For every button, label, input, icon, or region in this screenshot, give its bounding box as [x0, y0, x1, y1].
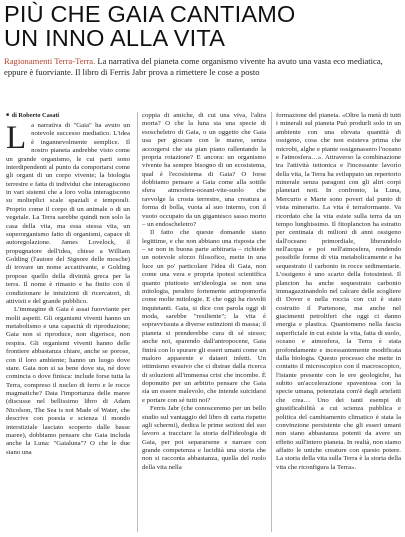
byline: [6, 112, 59, 119]
paragraph: L'immagine di Gaia è assai fuorviante per molti aspetti. Gli organismi viventi hanno un metabolismo e una capacità di riproduzione; Gaia non si riproduce, non digerisce, non respira. Gli organismi viventi hanno delle frontiere abbastanza chiare, anche se porose, con il loro ambiente; hanno un luogo dove stare. Gaia non si sa bene dove sta, né dove comincia o dove finisca: include forse tutta la Terra, compreso il nucleo di ferro e le rocce magmatiche? Data l'importanza delle maree (discusse nel bellissimo libro di Adam Nicolson, The Sea is not Made of Water, che descrive con poesia e scienza il mondo interstiziale lasciato scoperto dalle basse maree), dobbiamo pensare che Gaia includa anche la Luna: "Gaialuna"? O che le due siano una: [6, 306, 130, 456]
column-divider: [137, 112, 138, 532]
article-column-1: [6, 122, 130, 457]
headline: [4, 2, 404, 50]
byline-author: di Roberto Casati: [11, 112, 60, 119]
article-column-3: [276, 112, 401, 472]
column-divider: [271, 112, 272, 532]
paragraph: coppia di amiche, di cui una viva, l'altra morta? O che la luna sia una specie di esoscheletro di Gaia, o un oggetto che Gaia usa per giocare con le maree, senza accorgersi che sta pian piano rallentando la propria rotazione? E ancora: un organismo vivente ha sempre bisogno di un ecosistema, qual è l'ecosistema di Gaia? O forse dobbiamo pensare a Gaia come alla sottile sfera atmosfera-oceani-vite-suolo che ravvolge la crosta terrestre, una creatura a forma di bolla, vuota al suo interno, con il vuoto occupato da un gigantesco sasso morto – un endoscheletro?: [142, 112, 266, 228]
drop-cap: L: [6, 120, 27, 156]
article-column-2: [142, 112, 266, 472]
standfirst-text: La narrativa del pianeta come organismo vivente ha avuto una vasta eco mediatica, eppure è fuorviante. Il libro di Ferris Jabr prova a rimettere le cose a posto: [4, 56, 383, 77]
paragraph: Il fatto che queste domande siano legittime, e che non abbiano una risposta che – se non in buona parte arbitraria – richiede un notevole sforzo filosofico, mette in una luce un po' particolare l'idea di Gaia, non come una vera e propria ipotesi scientifica quanto piuttosto un'ideologia se non una mitologia, peraltro fortemente antropomorfa come molte mitologie. E che oggi ha risvolti inquietanti. Gaia, si dice con parola oggi di moda, sarebbe "resiliente"; la vita è sopravvissuta a diverse estinzioni di massa; il pianeta si prenderebbe cura di sé stesso; anche noi, sparendo dall'antropocene, Gaia finirà con lo spurare gli esseri umani come un maloro apparente e dataeri infetti. Un ottimismo evasivo che ci distrae dalla ricerca di soluzioni all'immensa crisi che incombe. È doponutto per un arbitrio pensare che Gaia sia un essere malevolo, che intende suicidarsi e portare con sé tutti noi?: [142, 229, 266, 404]
paragraph: formazione del pianeta. «Oltre la metà di tutti i minerali sul pianeta Può produrli solo in un ambiente con una elevata quantità di ossigeno, cosa che non esisteva prima che microbi, alghe e piante ossigenassero l'oceano e l'atmosfera…». Attraverso la combinazione tra l'attività tettonica e l'incessante lavorìo della vita, la Terra ha sviluppato un repertorio minerale senza paragoni con gli altri corpi planetari noti. In confronto, la Luna, Mercurio e Marte sono poveri dal punto di vista minerario. La vita è terraformante. Va ricordato che la vita esiste sulla terra da un tempo lunghissimo. Il fitoplancton ha estratto per centinaia di milioni di anni ossigeno dall'oceano primordiale, liberandolo nell'acqua e poi nell'atmosfera, rendendo possibile forme di vita metabolicamente e ha sequestrato il carbonio in rocce sedimentarie. L'ossigeno è uno scarto della fotosintesi. Il plancton ha anche sequestrato carbonio immagazzinandolo nel calcare delle scogliere di Dover e nella roccia con cui è stato costruito il Partenone, ma anche nel giacimenti petroliferi che oggi ci danno energia e plastica. Quantomeno nella fascia superficiale in cui esiste la vita, fatta di suolo, oceano e atmosfera, la Terra è stata profondamente e incessantemente modificata dalla biologia. Questo processo che mette in contatto il microscopico con il macroscopico, l'istante presente con le ere geologiche, ha subito un'accelerazione spaventosa con la specie umana, potenziata com'è dagli artefatti che crea… Uno dei tanti esempi di giustificabilità a cui scienza pubblica e politica del cambiamento climatico è stata la convinzione persistente che gli esseri umani non siano abbastanza potenti da avere un effetto sull'intero pianeta. In realtà, non siamo affatto le uniche creature con questo potere. La storia della vita sulla Terra è la storia della vita che riconfigura la Terra».: [276, 112, 401, 471]
headline-line-2: UN INNO ALLA VITA: [4, 25, 226, 51]
paragraph-text: a narrativa di "Gaia" ha avuto un notevole successo mediatico. L'idea è ingannevolmente semplice. Il nostro pianeta andrebbe visto come un grande organismo, le cui parti sono interdipendenti al punto da comportarsi come gli organi di un corpo vivente; la biologia terrestre e fatta di individui che interagiscono in vari sistemi che a loro volta interagiscono su molteplici scale spaziali e temporali. Proprio come il corpo di un animale o di un vegetale. La Terra sarebbe quindi non solo la casa della vita, ma essa stessa vita, un superorganismo fatto di organismi, capace di autoregolazione. James Lovelock, il propugnatore dell'idea, chiese a William Golding (l'autore del Signore delle mosche) di trovare un nome accattivante, e Golding propose quello della divinità greca per la terra. Il nome è rimasto e ha finito con il condizionare le intuizioni di ricercatori, di attivisti e del grande pubblico.: [6, 122, 130, 305]
paragraph: Ferris Jabr (che conosceremo per un bello studio sul vantaggio del libro di carta rispetto agli schermi), dedica le prime sezioni del suo lavoro a tracciare la storia dell'ideologia di Gaia, per poi separarsene e narrare con grande competenza e lucidità una storia che non si racconta abbastanza, quella del ruolo della vita nella: [142, 405, 266, 471]
standfirst-kicker: Ragionamenti Terra-Terra.: [4, 56, 96, 66]
headline-line-1: PIÙ CHE GAIA CANTIAMO: [4, 1, 296, 27]
byline-bullet: ■: [6, 113, 10, 118]
paragraph: [6, 122, 130, 306]
standfirst: [4, 56, 402, 78]
